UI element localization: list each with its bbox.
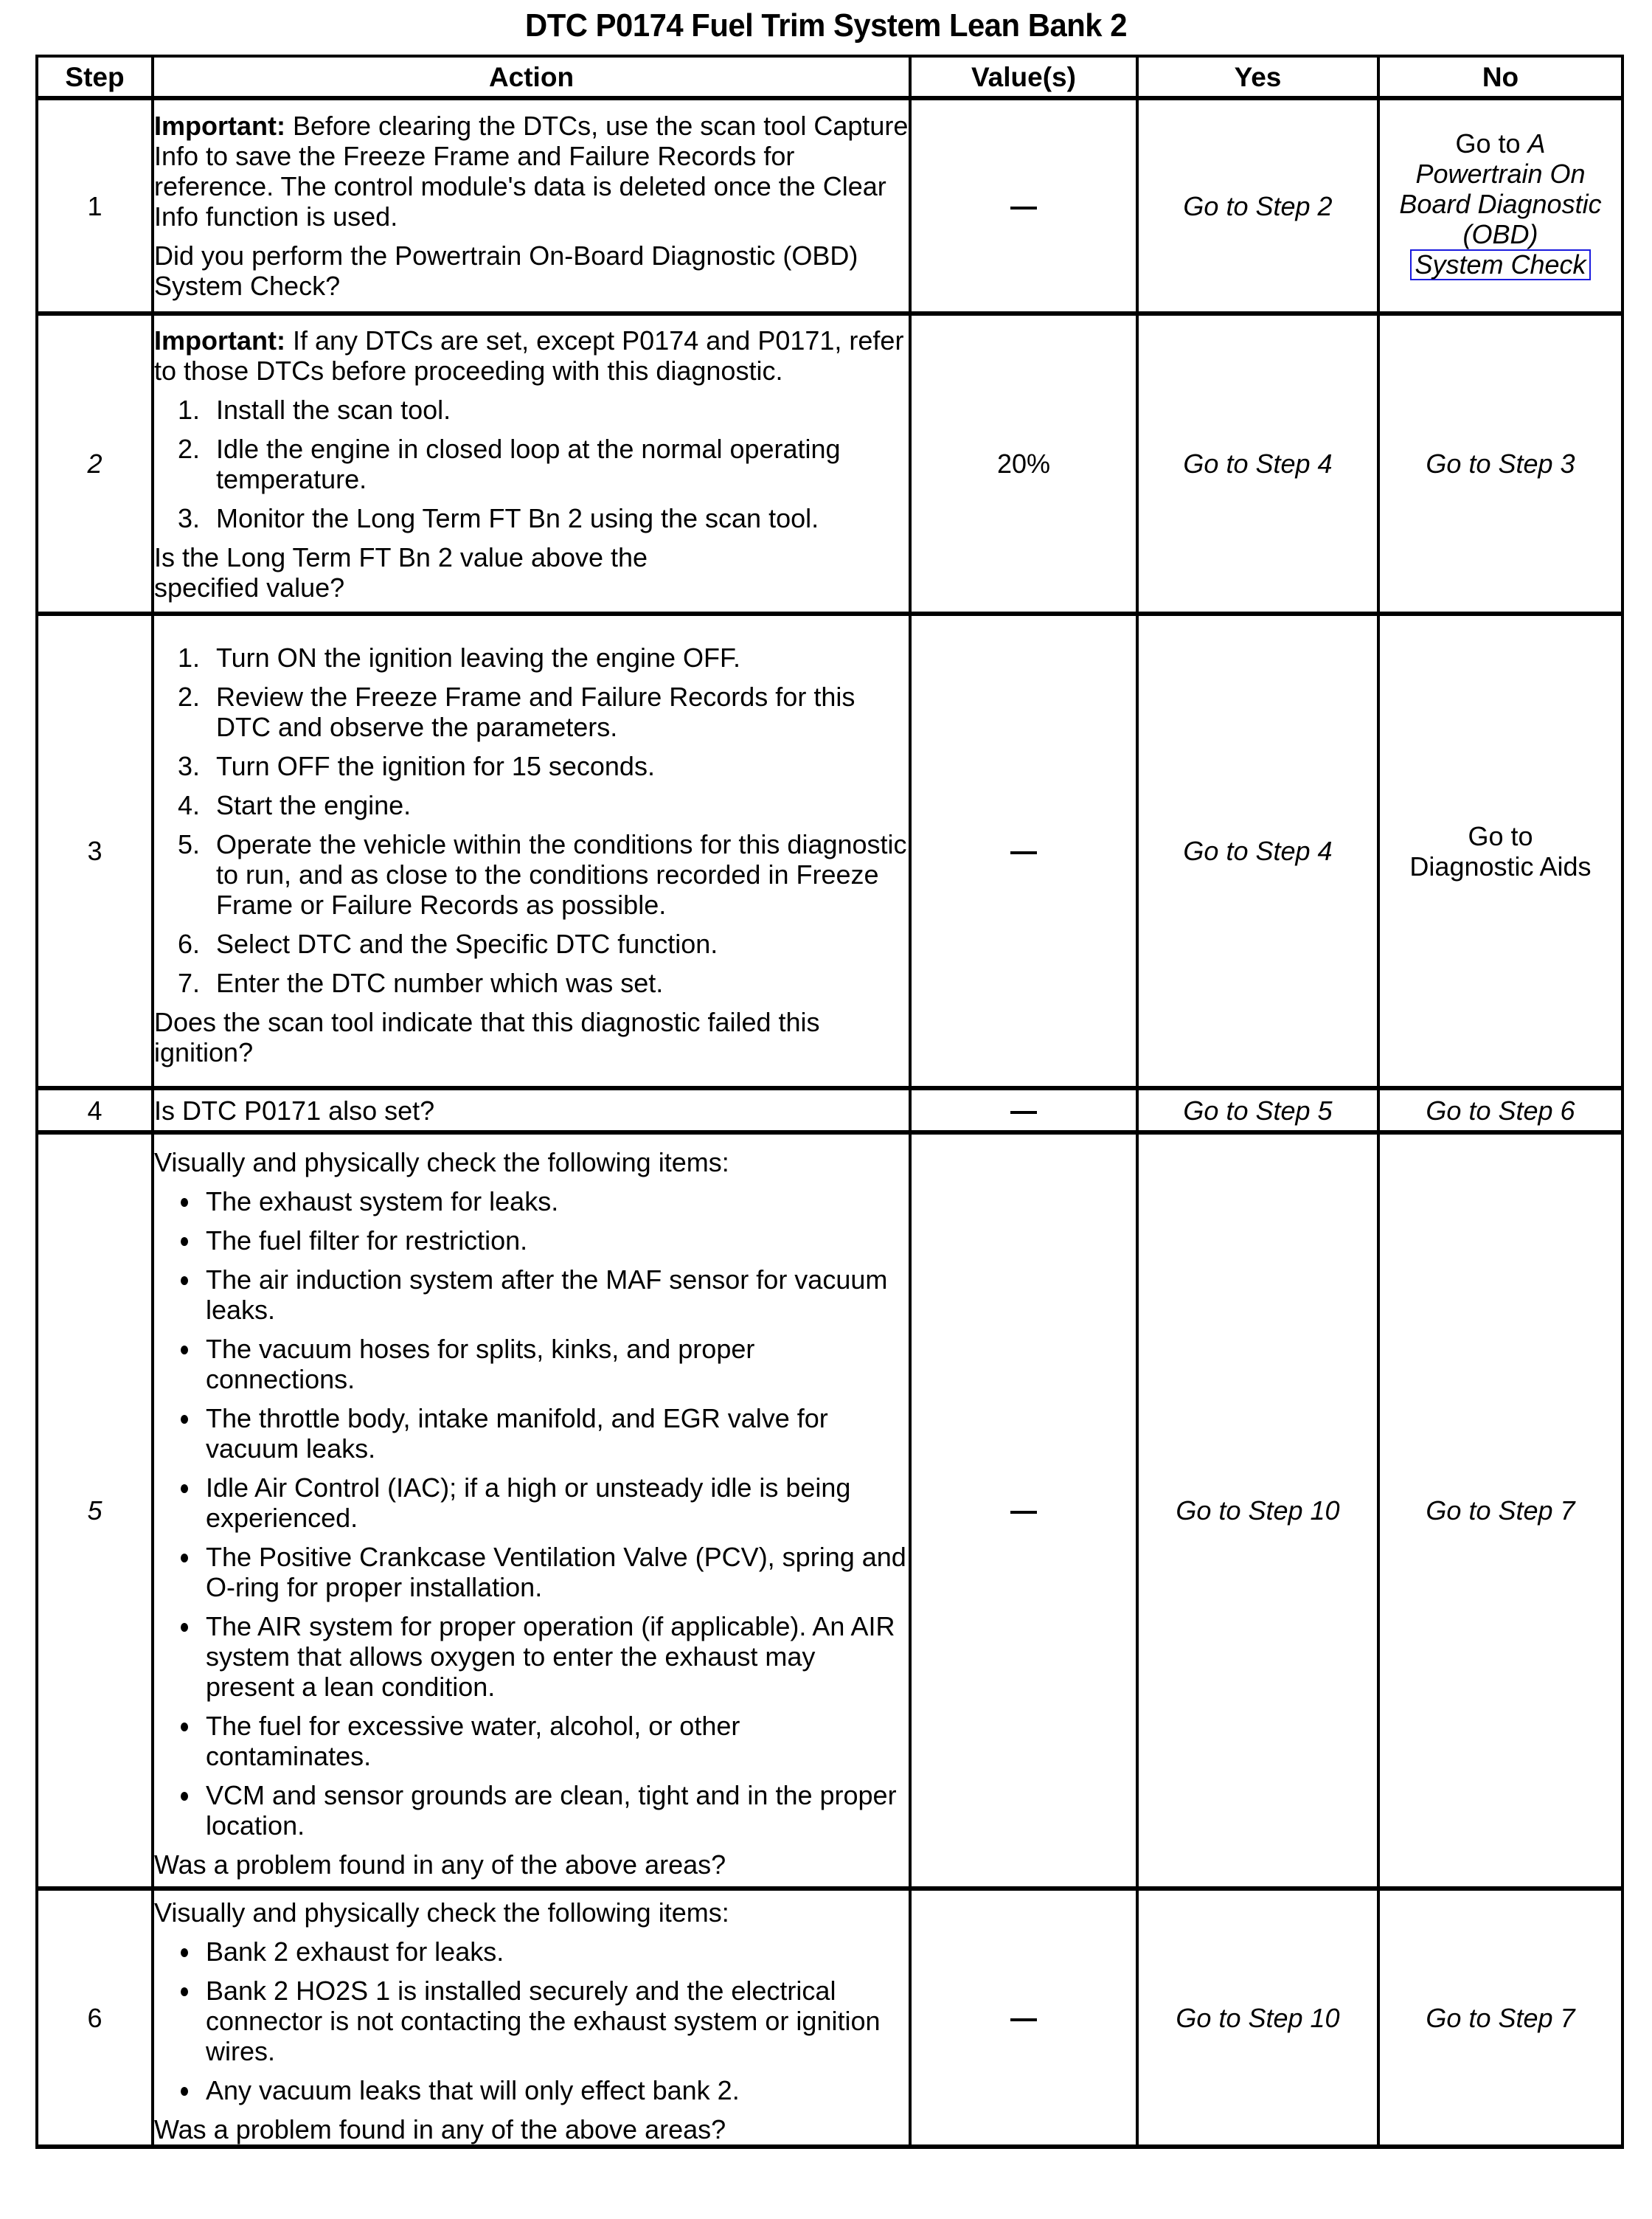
- table-row-step-5: [37, 1132, 1622, 1889]
- important-note: [154, 325, 909, 386]
- check-item: Bank 2 exhaust for leaks.: [154, 1936, 909, 1967]
- procedure-item: 3. Turn OFF the ignition for 15 seconds.: [178, 750, 655, 781]
- bullet-icon: [181, 1554, 188, 1562]
- dash-icon: [1010, 1111, 1037, 1114]
- step-number: 1: [37, 98, 153, 314]
- check-item: The AIR system for proper operation (if applicable). An AIR system that allows oxygen to enter the exhaust may present a lean condition.: [154, 1611, 909, 1702]
- table-header-row: [37, 56, 1622, 98]
- important-text: If any DTCs are set, except P0174 and P0171, refer to those DTCs before proceeding with this diagnostic.: [154, 325, 904, 386]
- bullet-icon: [181, 1987, 188, 1996]
- table-row-step-6: [37, 1889, 1622, 2147]
- bullet-icon: [181, 1948, 188, 1957]
- header-no: No: [1378, 56, 1622, 98]
- step-question: Was a problem found in any of the above areas?: [154, 2114, 726, 2144]
- header-values: Value(s): [910, 56, 1137, 98]
- step-number: 3: [37, 614, 153, 1088]
- no-line-1: Go to: [1468, 820, 1533, 851]
- check-item: Any vacuum leaks that will only effect bank 2.: [154, 2075, 909, 2105]
- check-item: The air induction system after the MAF sensor for vacuum leaks.: [154, 1264, 909, 1325]
- no-italic-text: Powertrain On Board Diagnostic (OBD): [1399, 159, 1602, 249]
- step-number: 4: [37, 1088, 153, 1132]
- procedure-list: [154, 395, 909, 533]
- check-item: The Positive Crankcase Ventilation Valve (PCV), spring and O-ring for proper installation.: [154, 1542, 909, 1602]
- yes-action[interactable]: Go to Step 4: [1137, 614, 1378, 1088]
- bullet-icon: [181, 2087, 188, 2096]
- procedure-item: 6. Select DTC and the Specific DTC function.: [178, 928, 718, 959]
- step-value: [910, 1889, 1137, 2147]
- yes-action[interactable]: Go to Step 4: [1137, 314, 1378, 614]
- procedure-item: 1. Install the scan tool.: [178, 394, 451, 425]
- check-item: VCM and sensor grounds are clean, tight and in the proper location.: [154, 1780, 909, 1841]
- yes-action[interactable]: Go to Step 2: [1137, 98, 1378, 314]
- yes-action[interactable]: Go to Step 5: [1137, 1088, 1378, 1132]
- check-list: [154, 1186, 909, 1841]
- no-prefix: Go to: [1455, 128, 1521, 159]
- header-yes: Yes: [1137, 56, 1378, 98]
- no-action[interactable]: [1378, 614, 1622, 1088]
- check-item: The exhaust system for leaks.: [154, 1186, 909, 1216]
- no-action[interactable]: Go to Step 3: [1378, 314, 1622, 614]
- table-row-step-3: [37, 614, 1622, 1088]
- header-action: Action: [153, 56, 910, 98]
- step-number: 2: [37, 314, 153, 614]
- bullet-icon: [181, 1723, 188, 1731]
- bullet-icon: [181, 1198, 188, 1207]
- no-action[interactable]: Go to Step 6: [1378, 1088, 1622, 1132]
- bullet-icon: [181, 1346, 188, 1354]
- no-italic-a: A: [1527, 128, 1546, 159]
- step-question: Was a problem found in any of the above areas?: [154, 1849, 726, 1880]
- table-row-step-1: [37, 98, 1622, 314]
- important-label: Important:: [154, 111, 285, 141]
- yes-action[interactable]: Go to Step 10: [1137, 1132, 1378, 1889]
- bullet-icon: [181, 1623, 188, 1632]
- step-action: [153, 1132, 910, 1889]
- check-item: The fuel for excessive water, alcohol, or other contaminates.: [154, 1711, 909, 1771]
- table-row-step-4: [37, 1088, 1622, 1132]
- procedure-item: 2. Idle the engine in closed loop at the normal operating temperature.: [178, 433, 841, 494]
- step-value: [910, 614, 1137, 1088]
- step-value: [910, 1088, 1137, 1132]
- dash-icon: [1010, 207, 1037, 210]
- page-title: DTC P0174 Fuel Trim System Lean Bank 2: [525, 7, 1127, 44]
- no-action[interactable]: Go to Step 7: [1378, 1889, 1622, 2147]
- procedure-item: 2. Review the Freeze Frame and Failure Records for this DTC and observe the parameters.: [178, 681, 856, 742]
- bullet-icon: [181, 1415, 188, 1424]
- bullet-icon: [181, 1792, 188, 1801]
- check-item: Bank 2 HO2S 1 is installed securely and the electrical connector is not contacting the exhaust system or ignition wires.: [154, 1976, 909, 2066]
- dash-icon: [1010, 851, 1037, 854]
- no-action[interactable]: Go to Step 7: [1378, 1132, 1622, 1889]
- bullet-icon: [181, 1484, 188, 1493]
- step-action: [153, 614, 910, 1088]
- step-number: 5: [37, 1132, 153, 1889]
- step-number: 6: [37, 1889, 153, 2147]
- check-intro: Visually and physically check the following items:: [154, 1147, 729, 1177]
- important-text: Before clearing the DTCs, use the scan tool Capture Info to save the Freeze Frame and Failure Records for reference. The control module's data is deleted once the Clear Info function is used.: [154, 111, 909, 232]
- yes-action[interactable]: Go to Step 10: [1137, 1889, 1378, 2147]
- step-question: Does the scan tool indicate that this diagnostic failed this ignition?: [154, 1006, 820, 1067]
- procedure-item: 5. Operate the vehicle within the conditions for this diagnostic to run, and as close to the conditions recorded in Freeze Frame or Failure Records as possible.: [178, 828, 907, 920]
- header-step: Step: [37, 56, 153, 98]
- check-intro: Visually and physically check the following items:: [154, 1897, 729, 1928]
- procedure-item: 3. Monitor the Long Term FT Bn 2 using the scan tool.: [178, 502, 819, 533]
- step-action: [153, 314, 910, 614]
- diagnostic-table: [35, 55, 1624, 2149]
- check-item: Idle Air Control (IAC); if a high or unsteady idle is being experienced.: [154, 1472, 909, 1533]
- check-item: The fuel filter for restriction.: [154, 1225, 909, 1256]
- step-action: [153, 1889, 910, 2147]
- step-value: [910, 1132, 1137, 1889]
- no-action[interactable]: [1378, 98, 1622, 314]
- important-note: [154, 111, 909, 232]
- table-row-step-2: [37, 314, 1622, 614]
- bullet-icon: [181, 1276, 188, 1285]
- procedure-item: 1. Turn ON the ignition leaving the engine OFF.: [178, 642, 741, 673]
- system-check-link[interactable]: System Check: [1410, 249, 1590, 280]
- step-value: [910, 98, 1137, 314]
- check-item: The throttle body, intake manifold, and EGR valve for vacuum leaks.: [154, 1403, 909, 1464]
- step-question: Is the Long Term FT Bn 2 value above the specified value?: [154, 541, 648, 603]
- procedure-item: 7. Enter the DTC number which was set.: [178, 967, 664, 998]
- step-question: Is DTC P0171 also set?: [153, 1088, 910, 1132]
- step-value: 20%: [910, 314, 1137, 614]
- dash-icon: [1010, 1511, 1037, 1514]
- diagnostic-aids-link[interactable]: Diagnostic Aids: [1409, 851, 1592, 882]
- step-question: Did you perform the Powertrain On-Board Diagnostic (OBD) System Check?: [154, 240, 858, 301]
- dash-icon: [1010, 2018, 1037, 2021]
- procedure-list: [154, 643, 909, 998]
- important-label: Important:: [154, 325, 285, 356]
- bullet-icon: [181, 1237, 188, 1246]
- check-list: [154, 1936, 909, 2105]
- step-action: [153, 98, 910, 314]
- check-item: The vacuum hoses for splits, kinks, and proper connections.: [154, 1334, 909, 1394]
- procedure-item: 4. Start the engine.: [178, 789, 412, 820]
